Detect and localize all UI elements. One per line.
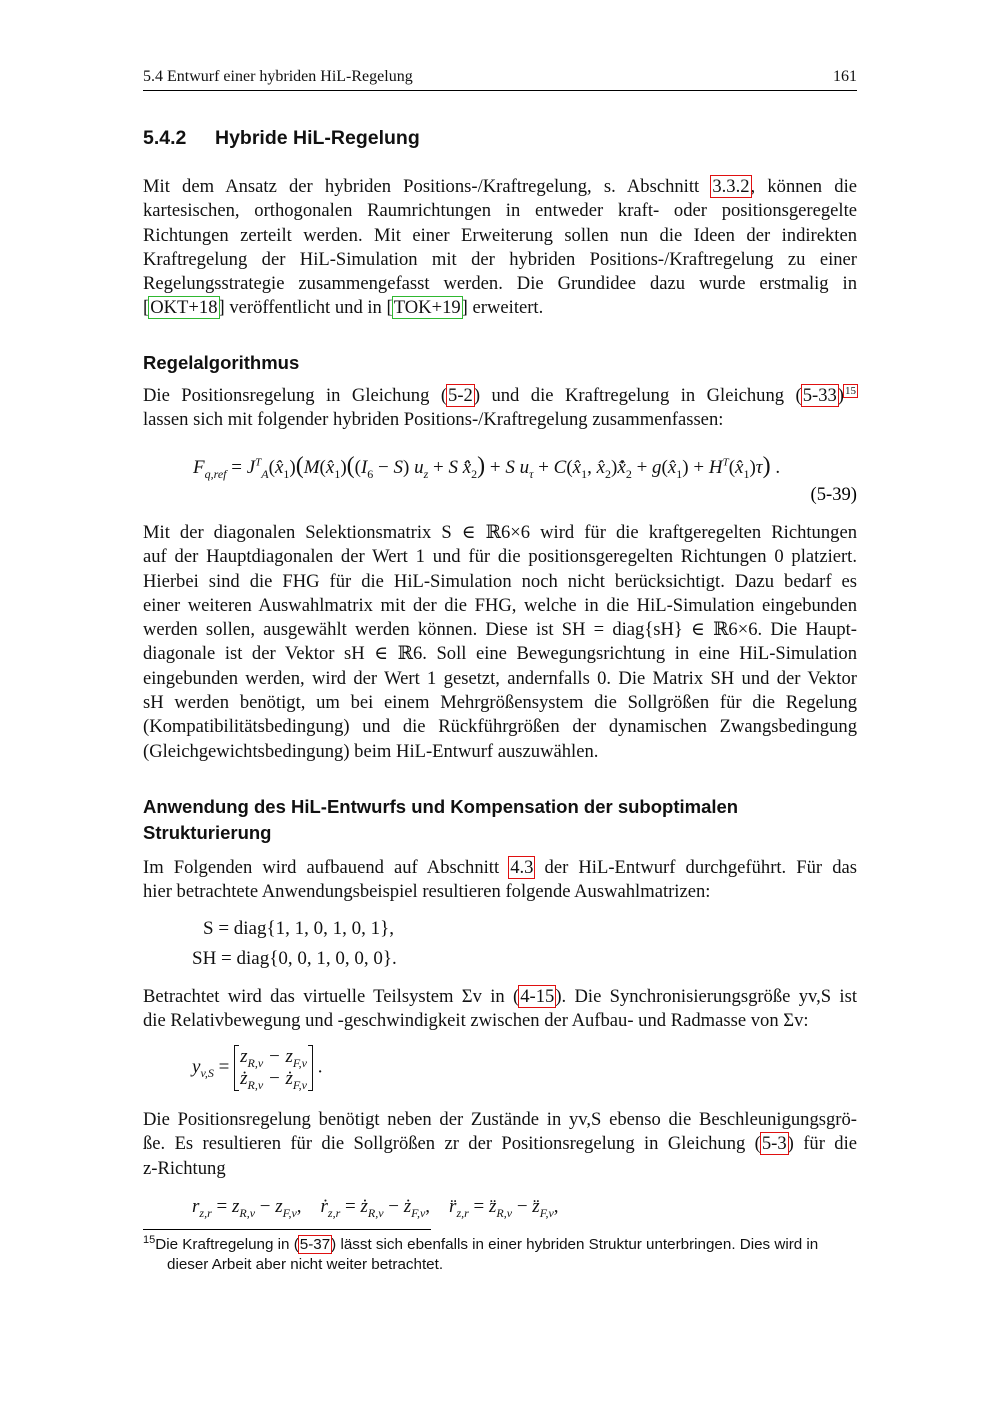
heading-line: Strukturierung	[143, 822, 272, 843]
vector-bracket: $z_{R,v} - z_{F,v}$ $ż_{R,v}$ − $ż_{F,v}$	[234, 1045, 313, 1091]
footnote	[143, 1235, 857, 1275]
text-span: ) und die Kraftregelung in Gleichung (	[473, 385, 802, 406]
text-line: z-Richtung	[143, 1157, 226, 1179]
subsystem-paragraph	[143, 985, 857, 1034]
acceleration-paragraph	[143, 1108, 857, 1181]
anwendung-paragraph	[143, 856, 857, 905]
selection-matrix-paragraph	[143, 521, 857, 764]
text-span: Die Positionsregelung in Gleichung (	[143, 385, 448, 406]
footnote-mark: 15	[143, 1233, 156, 1246]
text-line: Mit der diagonalen Selektionsmatrix S ∈ ℝ6×6 wird für die kraftgeregelten Richtungen	[143, 522, 857, 543]
running-header-title: 5.4 Entwurf einer hybriden HiL-Regelung	[143, 68, 413, 85]
subsection-heading	[143, 794, 857, 846]
text-span: Mit dem Ansatz der hybriden Positions-/Kraftregelung, s. Abschnitt	[143, 176, 712, 197]
text-line: Kraftregelung der HiL-Simulation mit der hybriden Positions-/Kraftregelung zu einer	[143, 248, 857, 270]
equation-SH: SH = diag{0, 0, 1, 0, 0, 0}.	[192, 948, 397, 969]
text-line: (Kompatibilitätsbedingung) und die Rückführgrößen der dynamischen Zwangsbedingung	[143, 716, 857, 738]
intro-paragraph: Mit dem Ansatz der hybriden Positions-/Kraftregelung, s. Abschnitt 3.3.2, können die kartesischen, orthogonalen Raumrichtungen in entweder kraft- oder positionsgeregelte Richtungen zerteilt werden. Mit einer Erweiterung sollen nun die Ideen der indirekten Kraftregelung der HiL-Simulation mit der hybriden Positions-/Kraftregelung zu einer Regelungsstrategie zusammengefasst werden. Die Grundidee dazu wurde erstmalig in [OKT+18] veröffentlicht und in [TOK+19] erweitert.	[143, 176, 857, 319]
equation-5-39: $F_{q,ref}$ = $J^T_A(x̂_1)(M(x̂_1)((I_6 - S) u_z + S$ $x̂̈_2) + S$ $u_\tau$ + $C(x̂_1$, $x̂_2)x̂̇_2$ + $g(x̂_1)$ + $H^T(x̂_1)\tau$) .	[193, 453, 781, 481]
text-line: werden sollen, ausgewählt werden können. Diese ist SH = diag{sH} ∈ ℝ6×6. Die Haupt-	[143, 619, 857, 641]
text-span: veröffentlicht und in	[224, 297, 387, 319]
text-line: kartesischen, orthogonalen Raumrichtungen in entweder kraft- oder positionsgeregelte	[143, 200, 857, 222]
text-span: ). Die Synchronisierungsgröße yv,S ist	[555, 986, 858, 1007]
equation-S: S = diag{1, 1, 0, 1, 0, 1},	[203, 918, 394, 939]
equation-ref-link[interactable]: 5-2	[448, 385, 473, 406]
regel-paragraph	[143, 384, 857, 433]
text-line: lassen sich mit folgender hybriden Positions-/Kraftregelung zusammenfassen:	[143, 409, 724, 431]
section-number: 5.4.2	[143, 127, 187, 149]
citation-link[interactable]: TOK+19	[393, 297, 461, 319]
text-span: , können die	[750, 176, 857, 197]
equation-ref-link[interactable]: 4-15	[520, 986, 555, 1007]
equation-ref-link[interactable]: 5-33	[802, 385, 837, 406]
text-line: diagonale ist der Vektor sH ∈ ℝ6. Soll eine Bewegungsrichtung in eine HiL-Simulation	[143, 643, 857, 665]
text-line: Regelungsstrategie zusammengefasst werden. Die Grundidee dazu wurde erstmalig in	[143, 273, 857, 295]
subsection-heading: Regelalgorithmus	[143, 352, 300, 373]
text-line: Hierbei sind die FHG für die HiL-Simulation noch nicht berücksichtigt. Dazu bedarf es	[143, 570, 857, 592]
text-line: hier betrachtete Anwendungsbeispiel resultieren folgende Auswahlmatrizen:	[143, 881, 711, 903]
text-line: dieser Arbeit aber nicht weiter betrachtet.	[167, 1256, 444, 1273]
text-line: auf der Hauptdiagonalen der Wert 1 und für die positionsgeregelten Richtungen 0 platziert.	[143, 546, 857, 568]
section-title: Hybride HiL-Regelung	[215, 127, 420, 149]
equation-number: (5-39)	[810, 484, 857, 505]
heading-line: Anwendung des HiL-Entwurfs und Kompensation der suboptimalen	[143, 796, 739, 817]
text-span: ) für die	[787, 1133, 857, 1155]
citation-link[interactable]: OKT+18	[150, 297, 218, 319]
section-ref-link[interactable]: 4.3	[510, 857, 534, 878]
equation-ref-link[interactable]: 5-37	[299, 1236, 331, 1253]
text-line: eingebunden werden, wird der Wert 1 gesetzt, andernfalls 0. Die Matrix SH und der Vektor	[143, 667, 857, 689]
footnote-rule	[143, 1229, 431, 1230]
text-span: der HiL-Entwurf durchgeführt. Für das	[534, 857, 857, 878]
text-line: sH werden benötigt, um bei einem Mehrgrößensystem die Sollgrößen für die Regelung	[143, 692, 857, 714]
section-ref-link[interactable]: 3.3.2	[712, 176, 750, 197]
text-span: Im Folgenden wird aufbauend auf Abschnitt	[143, 857, 510, 878]
text-span: erweitert.	[467, 297, 544, 319]
text-span: ße. Es resultieren für die Sollgrößen zr der Positionsregelung in Gleichung (	[143, 1133, 761, 1155]
page-number: 161	[833, 68, 857, 85]
equation-ref-link[interactable]: 5-3	[761, 1133, 787, 1155]
section-heading	[143, 127, 857, 150]
text-line: (Gleichgewichtsbedingung) beim HiL-Entwurf auszuwählen.	[143, 740, 599, 762]
equation-reference-signals: $r_{z,r} = z_{R,v} - z_{F,v}$, ṙ$_{z,r}$ = $ż_{R,v}$ − $ż_{F,v}$, $r̈_{z,r}$ = $z̈_{R,v}$ − $z̈_{F,v}$,	[192, 1196, 559, 1220]
text-line: Richtungen zerteilt werden. Mit einer Erweiterung sollen nun die Ideen der indirekten	[143, 224, 857, 246]
text-line: einer weiteren Auswahlmatrix mit der die FHG, welche in die HiL-Simulation eingebunden	[143, 594, 857, 616]
text-line: Die Positionsregelung benötigt neben der Zustände in yv,S ebenso die Beschleunigungsgrö-	[143, 1109, 857, 1130]
running-header	[143, 68, 857, 91]
text-span: )	[837, 385, 844, 406]
text-line: die Relativbewegung und -geschwindigkeit zwischen der Aufbau- und Radmasse von Σv:	[143, 1010, 809, 1032]
text-span: ) lässt sich ebenfalls in einer hybriden Struktur unterbringen. Dies wird in	[331, 1236, 819, 1253]
text-span: Betrachtet wird das virtuelle Teilsystem Σv in (	[143, 986, 520, 1007]
equation-yvS: $y_{v,S}$ = $z_{R,v} - z_{F,v}$ $ż_{R,v}$ − $ż_{F,v}$ .	[192, 1046, 323, 1092]
footnote-ref-link[interactable]: 15	[845, 384, 856, 397]
text-span: Die Kraftregelung in (	[155, 1236, 299, 1253]
